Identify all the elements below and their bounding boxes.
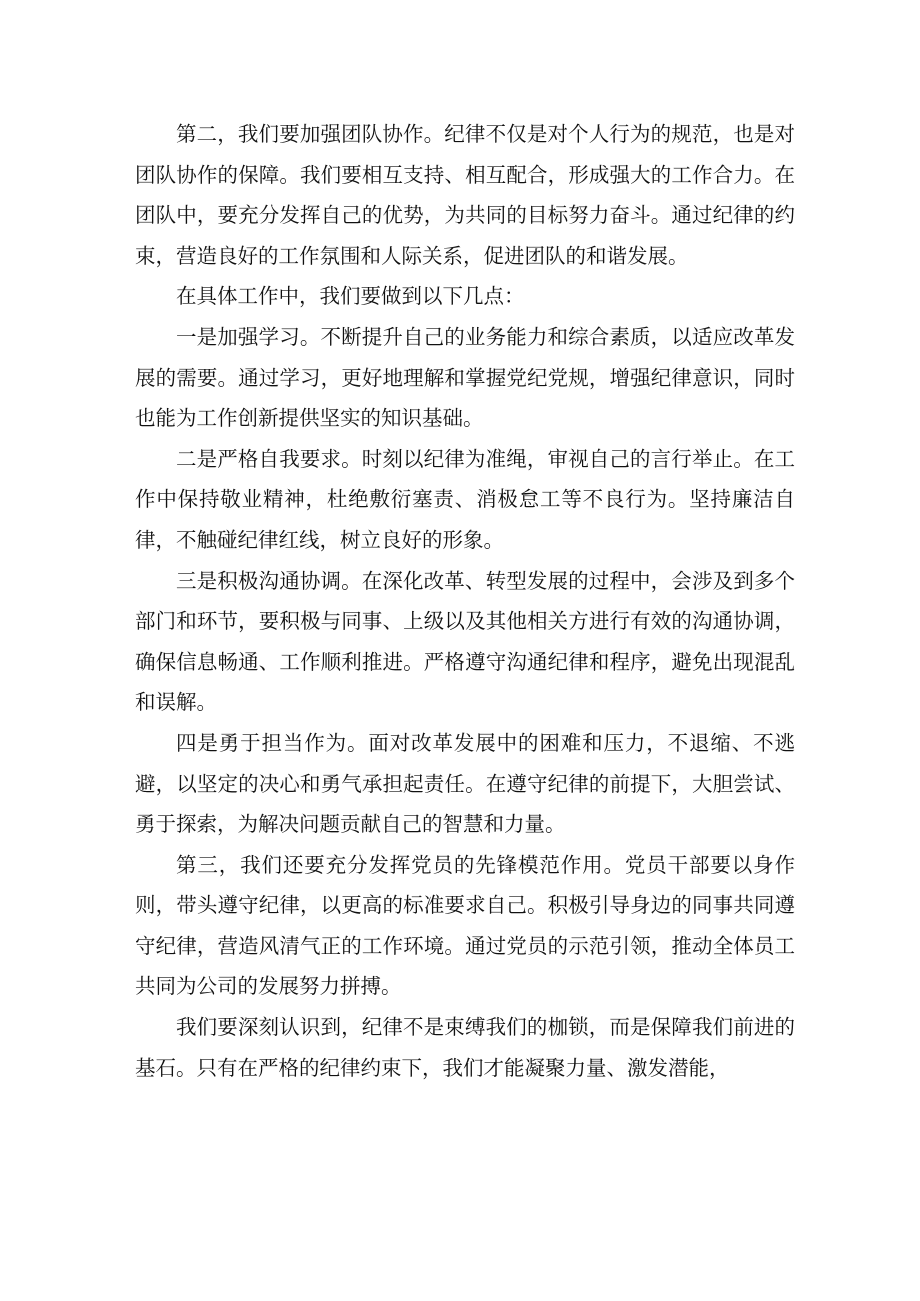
paragraph-point-self-discipline: 二是严格自我要求。时刻以纪律为准绳，审视自己的言行举止。在工作中保持敬业精神，杜绝敷衍塞责、消极怠工等不良行为。坚持廉洁自律，不触碰纪律红线，树立良好的形象。 — [135, 446, 795, 552]
paragraph-point-communication: 三是积极沟通协调。在深化改革、转型发展的过程中，会涉及到多个部门和环节，要积极与同事、上级以及其他相关方进行有效的沟通协调，确保信息畅通、工作顺利推进。严格遵守沟通纪律和程序，避免出现混乱和误解。 — [135, 568, 795, 715]
paragraph-discipline-foundation: 我们要深刻认识到，纪律不是束缚我们的枷锁，而是保障我们前进的基石。只有在严格的纪律约束下，我们才能凝聚力量、激发潜能， — [135, 1015, 795, 1080]
document-body — [135, 114, 795, 1088]
paragraph-point-study: 一是加强学习。不断提升自己的业务能力和综合素质，以适应改革发展的需要。通过学习，更好地理解和掌握党纪党规，增强纪律意识，同时也能为工作创新提供坚实的知识基础。 — [135, 324, 795, 431]
paragraph-key-points-intro: 在具体工作中，我们要做到以下几点： — [176, 284, 525, 309]
paragraph-party-member-role: 第三，我们还要充分发挥党员的先锋模范作用。党员干部要以身作则，带头遵守纪律，以更高的标准要求自己。积极引导身边的同事共同遵守纪律，营造风清气正的工作环境。通过党员的示范引领，推动全体员工共同为公司的发展努力拼搏。 — [135, 852, 795, 999]
paragraph-point-responsibility: 四是勇于担当作为。面对改革发展中的困难和压力，不退缩、不逃避，以坚定的决心和勇气承担起责任。在遵守纪律的前提下，大胆尝试、勇于探索，为解决问题贡献自己的智慧和力量。 — [135, 730, 795, 837]
paragraph-team-collaboration: 第二，我们要加强团队协作。纪律不仅是对个人行为的规范，也是对团队协作的保障。我们要相互支持、相互配合，形成强大的工作合力。在团队中，要充分发挥自己的优势，为共同的目标努力奋斗。通过纪律的约束，营造良好的工作氛围和人际关系，促进团队的和谐发展。 — [135, 122, 795, 268]
